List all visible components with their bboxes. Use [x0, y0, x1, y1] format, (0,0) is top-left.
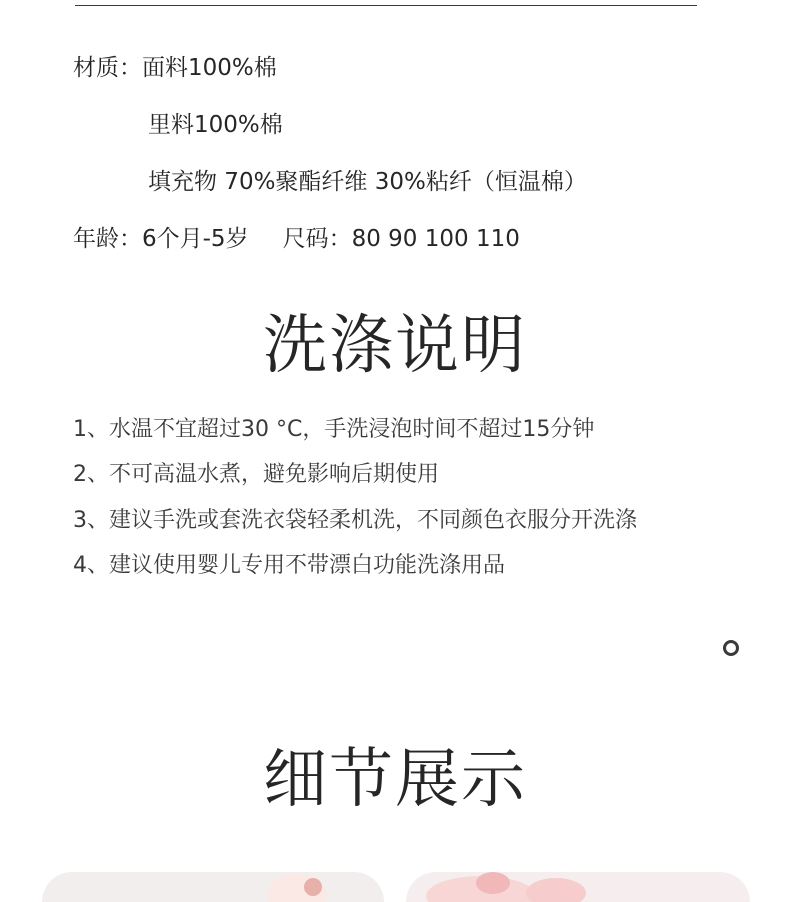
wash-item: 1、水温不宜超过30 °C，手洗浸泡时间不超过15分钟 [73, 417, 595, 442]
detail-photo-right [406, 872, 750, 902]
detail-photo-left [42, 872, 384, 902]
material-lining-value: 里料100%棉 [148, 112, 283, 138]
photo-shape [476, 872, 510, 894]
circle-dot-icon [723, 640, 739, 656]
age-size-row [73, 224, 520, 254]
wash-item: 2、不可高温水煮，避免影响后期使用 [73, 462, 439, 487]
size-value: 尺码：80 90 100 110 [282, 226, 520, 252]
wash-item: 4、建议使用婴儿专用不带漂白功能洗涤用品 [73, 553, 505, 578]
material-filling-value: 填充物 70%聚酯纤维 30%粘纤（恒温棉） [148, 169, 587, 195]
wash-item: 3、建议手洗或套洗衣袋轻柔机洗，不同颜色衣服分开洗涤 [73, 508, 637, 533]
age-value: 年龄：6个月-5岁 [73, 226, 249, 252]
details-title: 细节展示 [263, 743, 527, 817]
material-row-outer [73, 53, 277, 83]
material-outer-value: 面料100%棉 [142, 55, 277, 81]
photo-shape [304, 878, 322, 896]
material-label: 材质： [73, 55, 142, 81]
photo-shape [526, 878, 586, 902]
top-divider [75, 5, 697, 6]
washing-title: 洗涤说明 [263, 309, 527, 383]
